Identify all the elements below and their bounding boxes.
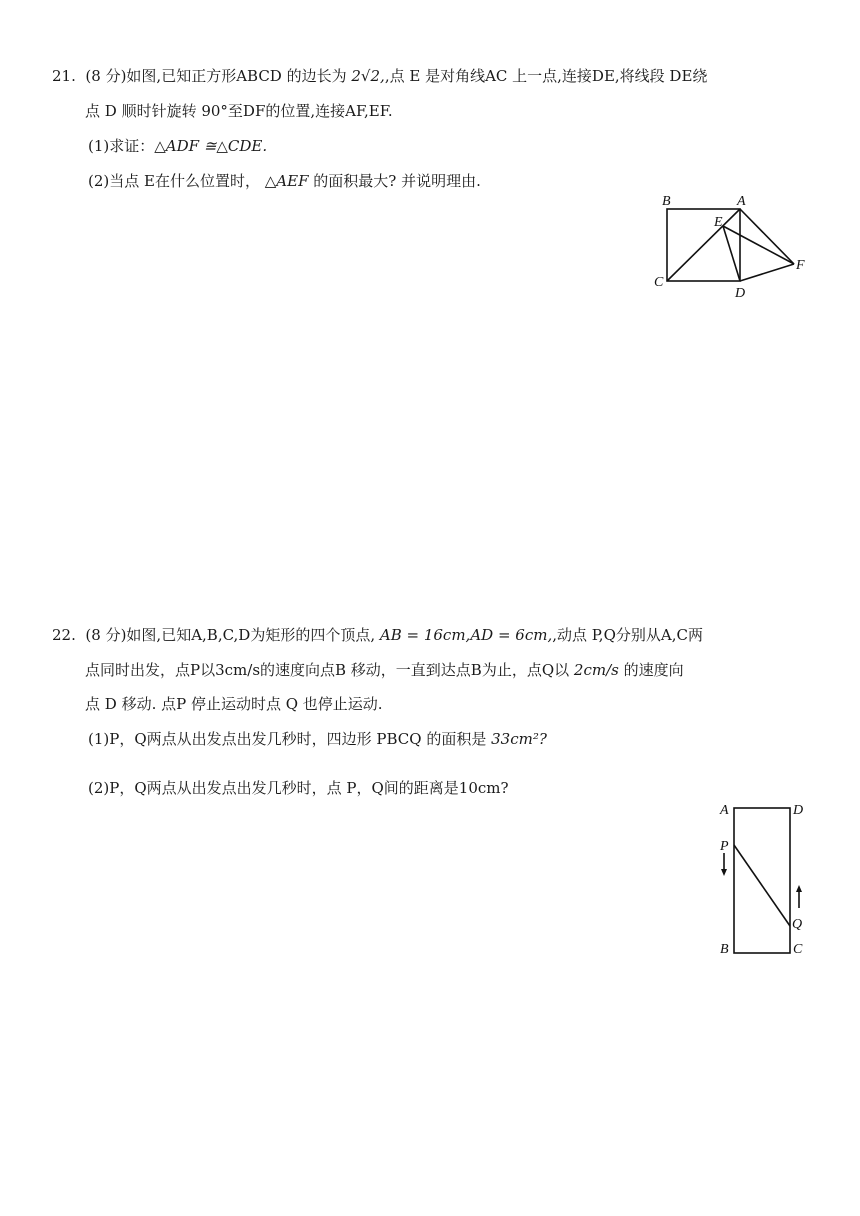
q21-side-math: 2√2, xyxy=(351,67,385,85)
q21-line2: 点 D 顺时针旋转 90°至DF的位置,连接AF,EF. xyxy=(85,102,393,120)
segment-df xyxy=(740,264,794,281)
q22-line1-b: ,动点 P,Q分别从A,C两 xyxy=(552,626,703,644)
q22-part2: (2)P，Q两点从出发点出发几秒时，点 P，Q间的距离是10cm? xyxy=(88,779,509,797)
label-e: E xyxy=(714,215,723,230)
q21-intro-a: (8 分)如图,已知正方形ABCD 的边长为 xyxy=(85,67,347,85)
q22-part1-a: (1)P，Q两点从出发点出发几秒时，四边形 PBCQ 的面积是 xyxy=(88,730,487,748)
label-q: Q xyxy=(792,917,803,932)
q21-figure xyxy=(648,190,818,302)
q22-line2-b: 的速度向 xyxy=(623,661,684,679)
q22-line2-math: 2cm/s xyxy=(573,661,619,679)
arrow-up-icon xyxy=(796,885,802,892)
arrow-down-icon xyxy=(721,869,727,876)
q22-part1 xyxy=(88,729,547,749)
q22-line2-a: 点同时出发，点P以3cm/s的速度向点B 移动，一直到达点B为止，点Q以 xyxy=(85,661,570,679)
q22-line2 xyxy=(85,660,684,680)
label-d: D xyxy=(735,286,746,301)
q22-line1 xyxy=(52,625,703,645)
q22-line1-math: AB = 16cm,AD = 6cm, xyxy=(379,626,553,644)
label-b: B xyxy=(720,942,729,957)
q21-intro-b: ,点 E 是对角线AC 上一点,连接DE,将线段 DE绕 xyxy=(384,67,708,85)
rectangle-abcd xyxy=(734,808,790,953)
q22-line1-a: (8 分)如图,已知A,B,C,D为矩形的四个顶点, xyxy=(85,626,376,644)
q21-part1 xyxy=(88,136,267,156)
q21-part1-math: △ADF ≅△CDE. xyxy=(154,137,268,155)
q21-part2 xyxy=(88,171,481,191)
label-p: P xyxy=(720,839,729,854)
q21-part1-label: (1)求证： xyxy=(88,137,155,155)
label-b: B xyxy=(662,194,671,209)
segment-af xyxy=(740,209,794,264)
q21-part2-b: 的面积最大? 并说明理由. xyxy=(313,172,481,190)
label-c: C xyxy=(793,942,803,957)
label-c: C xyxy=(654,275,664,290)
label-a: A xyxy=(720,803,729,818)
q21-line1 xyxy=(52,66,707,86)
q22-figure xyxy=(716,800,811,960)
q22-line3: 点 D 移动. 点P 停止运动时点 Q 也停止运动. xyxy=(85,695,383,713)
q22-part1-math: 33cm²? xyxy=(491,730,547,748)
q21-part2-a: (2)当点 E在什么位置时， xyxy=(88,172,260,190)
label-a: A xyxy=(737,194,746,209)
q22-number: 22. xyxy=(52,626,76,644)
label-f: F xyxy=(796,258,805,273)
label-d: D xyxy=(793,803,804,818)
q21-number: 21. xyxy=(52,67,76,85)
segment-pq xyxy=(734,845,790,926)
q21-part2-math: △AEF xyxy=(264,172,309,190)
